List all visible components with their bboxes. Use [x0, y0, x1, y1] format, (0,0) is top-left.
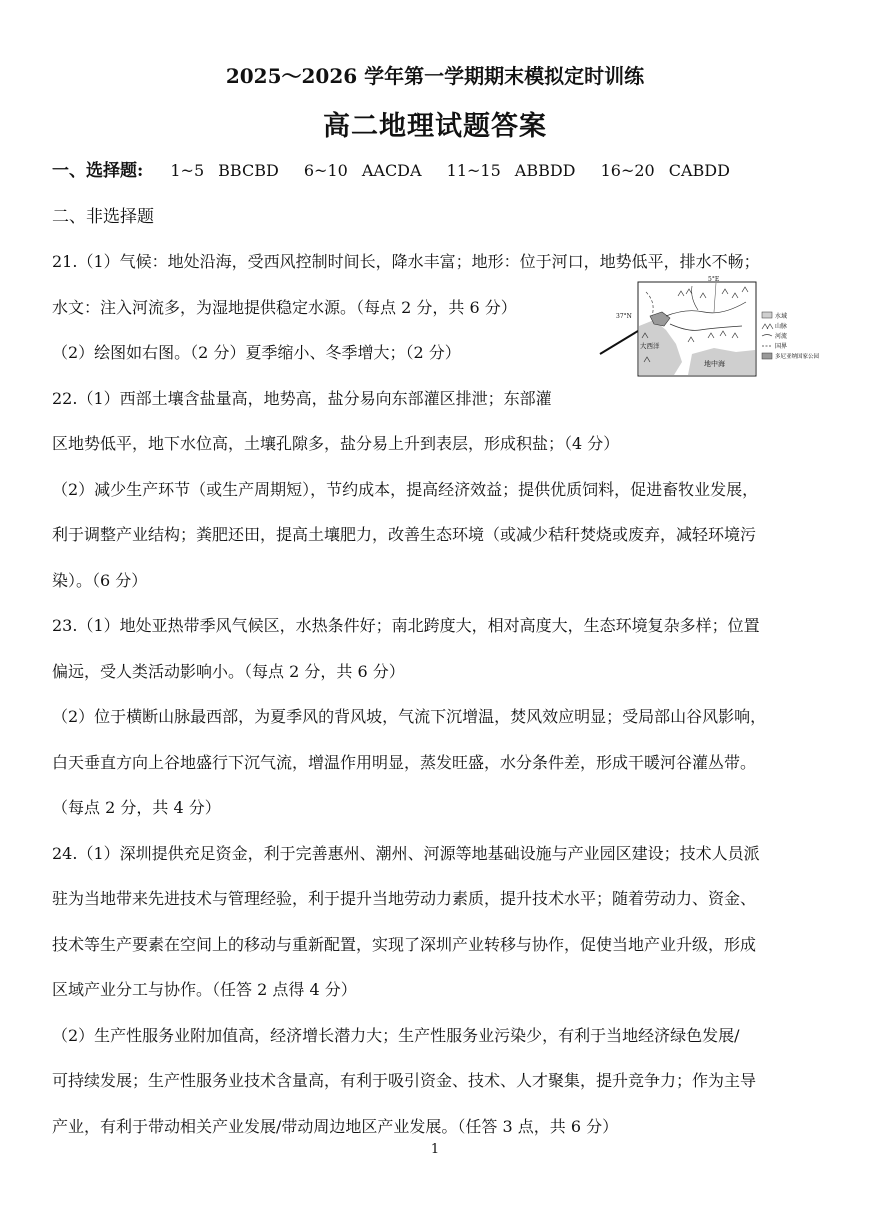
answer-line: 白天垂直方向上谷地盛行下沉气流，增温作用明显，蒸发旺盛，水分条件差，形成干暖河谷灌丛带。: [52, 753, 757, 772]
answer-line: 23.（1）地处亚热带季风气候区，水热条件好；南北跨度大，相对高度大，生态环境复杂多样；位置: [52, 616, 760, 635]
answer-line: 利于调整产业结构；粪肥还田，提高土壤肥力，改善生态环境（或减少秸秆焚烧或废弃，减轻环境污: [52, 525, 757, 544]
legend-river: 河流: [775, 333, 788, 340]
exam-title: 2025～2026 学年第一学期期末模拟定时训练: [225, 64, 645, 88]
answer-line: 区域产业分工与协作。（任答 2 点得 4 分）: [52, 980, 357, 999]
multiple-choice-answers: [52, 156, 750, 181]
answer-line: （2）减少生产环节（或生产周期短），节约成本，提高经济效益；提供优质饲料，促进畜牧业发展，: [52, 480, 759, 499]
answer-group: 1~5 BBCBD: [170, 161, 279, 180]
legend-water: 水域: [775, 313, 788, 320]
answer-line: （2）位于横断山脉最西部，为夏季风的背风坡，气流下沉增温，焚风效应明显；受局部山谷风影响，: [52, 707, 767, 726]
legend-park: 多尼亚纳国家公园: [775, 354, 820, 360]
legend-border: 国界: [775, 343, 788, 350]
answer-line: 区地势低平，地下水位高，土壤孔隙多，盐分易上升到表层，形成积盐；（4 分）: [52, 434, 620, 453]
longitude-label: 5°E: [708, 276, 720, 283]
answer-line: 染）。（6 分）: [52, 571, 148, 590]
latitude-label: 37°N: [616, 313, 632, 320]
answer-line: 24.（1）深圳提供充足资金，利于完善惠州、潮州、河源等地基础设施与产业园区建设；技术人员派: [52, 844, 760, 863]
answer-line: 技术等生产要素在空间上的移动与重新配置，实现了深圳产业转移与协作，促使当地产业升级，形成: [52, 935, 757, 954]
answer-line: 可持续发展；生产性服务业技术含量高，有利于吸引资金、技术、人才聚集，提升竞争力；作为主导: [52, 1071, 757, 1090]
answer-line: （2）绘图如右图。（2 分）夏季缩小、冬季增大；（2 分）: [52, 343, 461, 362]
answer-key-title: 高二地理试题答案: [323, 111, 547, 142]
answer-line: 驻为当地带来先进技术与管理经验，利于提升当地劳动力素质，提升技术水平；随着劳动力、资金、: [52, 889, 757, 908]
answer-group: 6~10 AACDA: [303, 161, 422, 180]
section2-label: 二、非选择题: [52, 207, 154, 227]
answer-line: 产业，有利于带动相关产业发展/带动周边地区产业发展。（任答 3 点，共 6 分）: [52, 1117, 619, 1136]
answer-line: （2）生产性服务业附加值高，经济增长潜力大；生产性服务业污染少，有利于当地经济绿色发展/: [52, 1026, 740, 1045]
ocean-label: 大西洋: [640, 342, 660, 350]
answer-group: 16~20 CABDD: [600, 161, 730, 180]
legend-mountain: 山脉: [775, 323, 788, 330]
wetland-map: [596, 272, 826, 380]
sea-label: 地中海: [704, 360, 725, 368]
page-number: 1: [430, 1142, 440, 1157]
answer-group: 11~15 ABBDD: [446, 161, 576, 180]
answer-line: 偏远，受人类活动影响小。（每点 2 分，共 6 分）: [52, 662, 405, 681]
section1-label: 一、选择题:: [52, 161, 144, 181]
answer-line: 水文：注入河流多，为湿地提供稳定水源。（每点 2 分，共 6 分）: [52, 298, 517, 317]
answer-line: （每点 2 分，共 4 分）: [52, 798, 221, 817]
answer-line: 22.（1）西部土壤含盐量高，地势高，盐分易向东部灌区排泄；东部灌: [52, 389, 552, 408]
map-legend: [762, 312, 820, 360]
answer-line: 21.（1）气候：地处沿海，受西风控制时间长，降水丰富；地形：位于河口，地势低平，排水不畅；: [52, 252, 760, 271]
